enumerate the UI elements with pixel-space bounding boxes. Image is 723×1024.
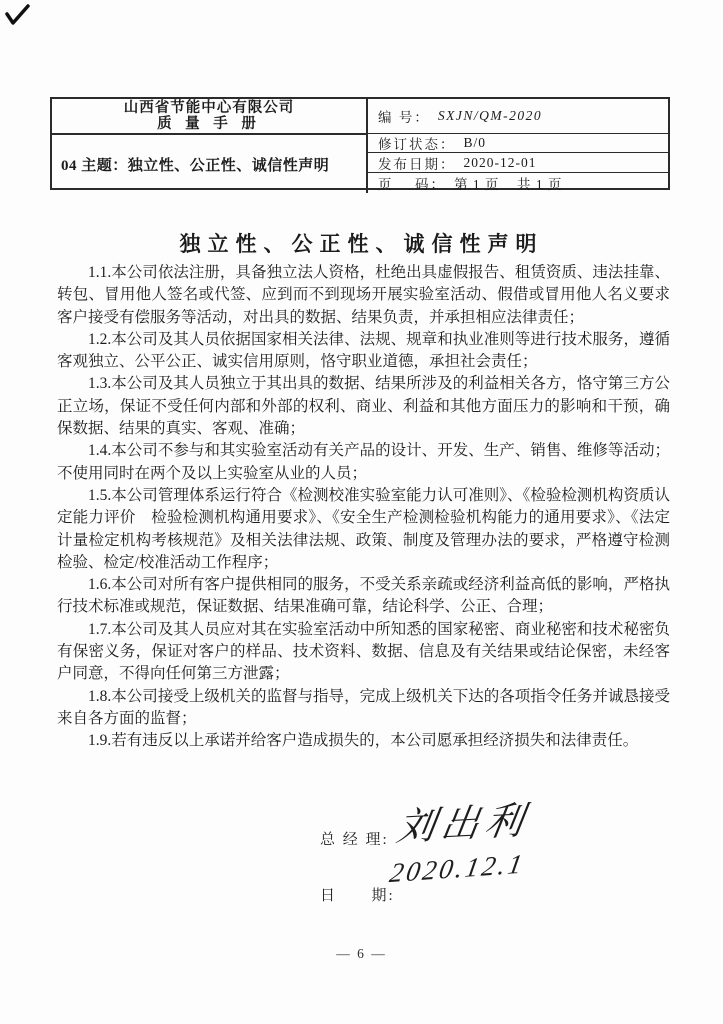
page-number-label: 页 码： bbox=[378, 177, 446, 192]
signature-date: 2020.12.1 bbox=[387, 848, 528, 889]
header-table bbox=[50, 97, 670, 190]
paragraph-1-8: 1.8.本公司接受上级机关的监督与指导，完成上级机关下达的各项指令任务并诚恳接受来自各方面的监督； bbox=[57, 687, 670, 727]
date-label: 日 期: bbox=[320, 888, 395, 904]
paragraph-1-6: 1.6.本公司对所有客户提供相同的服务，不受关系亲疏或经济利益高低的影响，严格执行技术标准或规范，保证数据、结果准确可靠，结论科学、公正、合理； bbox=[57, 576, 670, 616]
scan-artifact-mark bbox=[2, 2, 36, 30]
topic-cell bbox=[52, 135, 366, 193]
doc-number-label: 编 号： bbox=[378, 110, 430, 125]
issue-date-label: 发布日期： bbox=[378, 156, 456, 172]
paragraph-1-7: 1.7.本公司及其人员应对其在实验室活动中所知悉的国家秘密、商业秘密和技术秘密负有保密义务，保证对客户的样品、技术资料、数据、信息及有关结果或结论保密，未经客户同意，不得向任何第三方泄露； bbox=[57, 620, 670, 683]
doc-number-row bbox=[368, 99, 668, 133]
issue-date-value: 2020-12-01 bbox=[463, 154, 537, 170]
company-name: 山西省节能中心有限公司 bbox=[123, 99, 295, 116]
page-number-value: 第 1 页 共 1 页 bbox=[454, 177, 563, 192]
page-number-row bbox=[368, 172, 668, 193]
issue-date-row bbox=[368, 152, 668, 172]
doc-number-value: SXJN/QM-2020 bbox=[437, 108, 543, 123]
revision-row bbox=[368, 133, 668, 152]
paragraph-1-4: 1.4.本公司不参与和其实验室活动有关产品的设计、开发、生产、销售、维修等活动；不使用同时在两个及以上实验室从业的人员； bbox=[57, 442, 670, 482]
revision-label: 修订状态： bbox=[378, 137, 456, 152]
manager-label: 总 经 理: bbox=[320, 832, 389, 848]
manager-signature: 刘出利 bbox=[393, 799, 533, 850]
declaration-body bbox=[57, 262, 670, 753]
document-title: 独立性、公正性、诚信性声明 bbox=[179, 232, 544, 256]
company-title-cell bbox=[52, 99, 366, 135]
revision-value: B/0 bbox=[463, 135, 487, 150]
paragraph-1-9: 1.9.若有违反以上承诺并给客户造成损失的，本公司愿承担经济损失和法律责任。 bbox=[88, 732, 639, 750]
paragraph-1-1: 1.1.本公司依法注册，具备独立法人资格，杜绝出具虚假报告、租赁资质、违法挂靠、转包、冒用他人签名或代签、应到而不到现场开展实验室活动、假借或冒用他人名义要求客户接受有偿服务等活动，对出具的数据、结果负责，并承担相应法律责任； bbox=[57, 264, 670, 326]
paragraph-1-5: 1.5.本公司管理体系运行符合《检测校准实验室能力认可准则》、《检验检测机构资质认定能力评价 检验检测机构通用要求》、《安全生产检测检验机构能力的通用要求》、《法定计量检定机构考核规范》及相关法律法规、政策、制度及管理办法的要求，严格遵守检测检验、检定/校准活动工作程序； bbox=[57, 486, 670, 571]
paragraph-1-3: 1.3.本公司及其人员独立于其出具的数据、结果所涉及的利益相关各方，恪守第三方公正立场，保证不受任何内部和外部的权利、商业、利益和其他方面压力的影响和干预，确保数据、结果的真实、客观、准确； bbox=[57, 375, 670, 438]
header-left-column bbox=[52, 99, 368, 193]
manual-title: 质 量 手 册 bbox=[157, 116, 261, 132]
page-footer: — 6 — bbox=[336, 946, 387, 961]
topic-label: 04 主题： bbox=[61, 157, 128, 174]
signature-block bbox=[320, 800, 660, 910]
header-right-column bbox=[368, 99, 668, 193]
topic-value: 独立性、公正性、诚信性声明 bbox=[127, 157, 330, 174]
paragraph-1-2: 1.2.本公司及其人员依据国家相关法律、法规、规章和执业准则等进行技术服务，遵循客观独立、公平公正、诚实信用原则，恪守职业道德，承担社会责任； bbox=[57, 330, 670, 371]
